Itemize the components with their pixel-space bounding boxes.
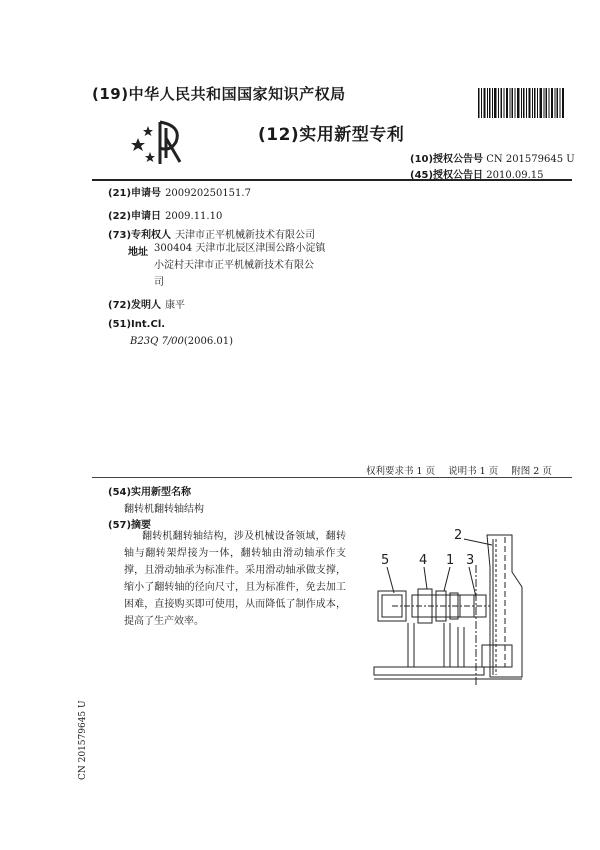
description-pages: 说明书 1 页	[448, 466, 499, 477]
address-line: 300404 天津市北辰区津围公路小淀镇	[154, 243, 326, 254]
drawing-pages: 附图 2 页	[511, 466, 552, 477]
publication-number-row	[410, 150, 575, 165]
barcode	[478, 88, 564, 118]
abstract-label: (57)摘要	[108, 520, 152, 531]
document-type: (12)实用新型专利	[258, 125, 405, 145]
filing-date-label: (22)申请日	[108, 211, 162, 222]
address-label-row	[128, 243, 148, 258]
publication-date: 2010.09.15	[486, 170, 544, 181]
page-counts	[366, 463, 562, 477]
publication-number: CN 201579645 U	[486, 154, 575, 165]
claims-pages: 权利要求书 1 页	[366, 466, 436, 477]
utility-title: 翻转机翻转轴结构	[124, 504, 204, 515]
drawing-label-3: 3	[466, 553, 475, 568]
application-number-label: (21)申请号	[108, 188, 162, 199]
ipc-code: B23Q 7/00	[130, 336, 184, 347]
drawing-label-5: 5	[381, 553, 390, 568]
publication-date-label: (45)授权公告日	[410, 170, 484, 181]
filing-date: 2009.11.10	[165, 211, 223, 222]
application-number: 200920250151.7	[165, 188, 251, 199]
utility-title-label: (54)实用新型名称	[108, 487, 192, 498]
ipc-classification	[130, 336, 233, 347]
utility-title-label-row	[108, 483, 191, 498]
inventor-row	[108, 296, 185, 311]
patentee-row	[108, 226, 315, 241]
address-label: 地址	[128, 247, 148, 258]
patentee: 天津市正平机械新技术有限公司	[175, 230, 316, 241]
sipo-emblem-icon	[130, 118, 190, 168]
filing-date-row	[108, 207, 222, 222]
abstract-text: 翻转机翻转轴结构，涉及机械设备领域，翻转轴与翻转架焊接为一体，翻转轴由滑动轴承作支撑，且滑动轴承为标准件。采用滑动轴承做支撑，缩小了翻转轴的径向尺寸，且为标准件，免去加工困难，直接购买即可使用，从而降低了制作成本，提高了生产效率。	[124, 531, 346, 627]
drawing-label-1: 1	[446, 553, 455, 568]
address-block	[154, 240, 325, 291]
inventor-label: (72)发明人	[108, 300, 162, 311]
inventor: 康平	[165, 300, 186, 311]
address-line: 司	[154, 277, 164, 288]
address-line: 小淀村天津市正平机械新技术有限公	[154, 260, 314, 271]
drawing-label-2: 2	[454, 528, 463, 543]
issuing-office: (19)中华人民共和国国家知识产权局	[92, 85, 346, 103]
ipc-label: (51)Int.Cl.	[108, 319, 166, 330]
ipc-version: (2006.01)	[183, 336, 234, 347]
patentee-label: (73)专利权人	[108, 230, 172, 241]
pages-divider	[92, 477, 572, 478]
ipc-label-row	[108, 319, 165, 330]
side-publication-number: CN 201579645 U	[78, 700, 88, 780]
technical-drawing	[372, 527, 562, 687]
header-divider	[92, 179, 572, 181]
application-number-row	[108, 184, 251, 199]
publication-number-label: (10)授权公告号	[410, 154, 484, 165]
drawing-label-4: 4	[419, 553, 428, 568]
